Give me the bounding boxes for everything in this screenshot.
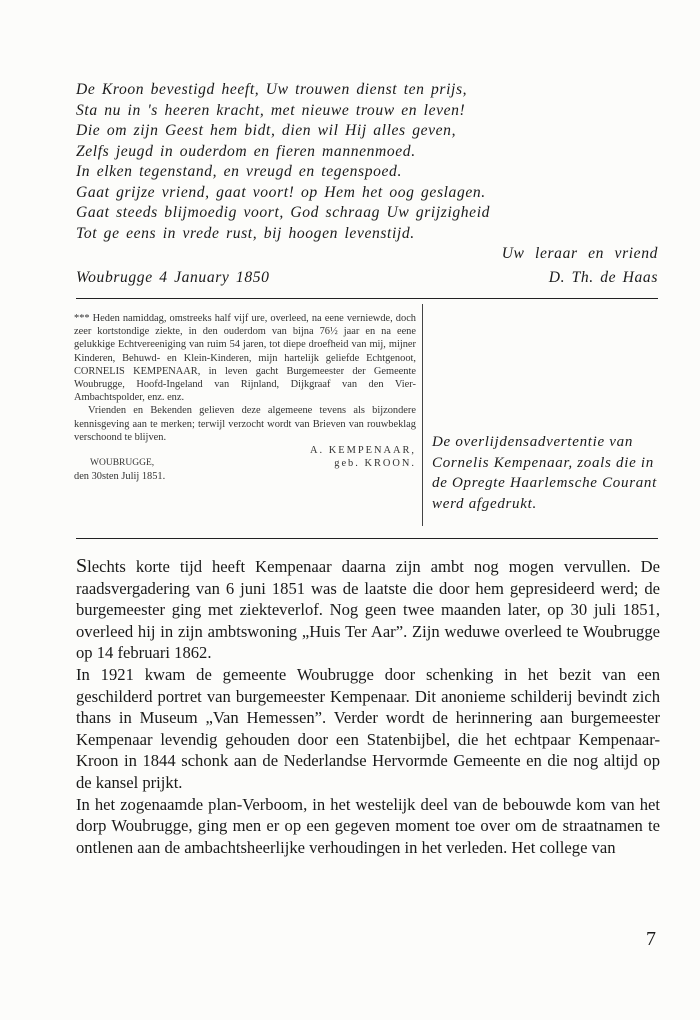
poem-closing-row — [76, 244, 658, 264]
column-divider — [422, 304, 423, 526]
poem-place-date: Woubrugge 4 January 1850 — [76, 269, 270, 286]
poem-signature-row — [76, 268, 658, 288]
poem-line: Gaat grijze vriend, gaat voort! op Hem het oog geslagen. — [76, 183, 486, 201]
poem-line: Tot ge eens in vrede rust, bij hoogen levenstijd. — [76, 224, 415, 242]
poem — [76, 80, 658, 288]
poem-line: Gaat steeds blijmoedig voort, God schraag Uw grijzigheid — [76, 204, 491, 221]
body-text — [76, 556, 660, 858]
bottom-divider — [76, 538, 658, 539]
poem-line: De Kroon bevestigd heeft, Uw trouwen dienst ten prijs, — [76, 81, 468, 98]
poem-line: Zelfs jeugd in ouderdom en fieren mannenmoed. — [76, 142, 416, 160]
death-notice-paragraph: Vrienden en Bekenden gelieven deze algemeene tevens als bijzondere kennisgeving aan te merken; terwijl verzocht wordt van Brieven van rouwbeklag verschoond te blijven. — [74, 405, 416, 443]
body-paragraph: In 1921 kwam de gemeente Woubrugge door schenking in het bezit van een geschilderd portret van burgemeester Kempenaar. Dit anonieme schilderij bevindt zich thans in Museum „Van Hemessen”. Verder wordt de herinnering aan burgemeester Kempenaar levendig gehouden door een Statenbijbel, die het echtpaar Kempenaar-Kroon in 1844 schonk aan de Nederlandse Hervormde Gemeente en die nog altijd op de kansel prijkt. — [76, 664, 660, 792]
death-notice-date: den 30sten Julij 1851. — [74, 471, 166, 483]
poem-line: Die om zijn Geest hem bidt, dien wil Hij alles geven, — [76, 122, 457, 139]
death-notice — [74, 312, 416, 484]
death-notice-signature-row — [74, 444, 416, 457]
death-notice-nee: geb. KROON. — [334, 458, 416, 470]
page-number: 7 — [646, 928, 656, 950]
body-paragraph: Slechts korte tijd heeft Kempenaar daarna zijn ambt nog mogen vervullen. De raadsvergadering van 6 juni 1851 was de laatste die door hem gepresideerd werd; de burgemeester ging met ziekteverlof. Nog geen twee maanden later, op 30 juli 1851, overleed hij in zijn ambtswoning „Huis Ter Aar”. Zijn weduwe overleed te Woubrugge op 14 februari 1862. — [76, 555, 660, 663]
poem-closing: Uw leraar en vriend — [501, 245, 658, 262]
death-notice-place-row — [74, 457, 416, 470]
death-notice-paragraph: *** Heden namiddag, omstreeks half vijf ure, overleed, na eene verniewde, doch zeer kortstondige ziekte, in den ouderdom van bijna 76½ jaar en na eene gelukkige Echtvereeniging van ruim 54 jaren, tot diepe droefheid van mij, mijner Kinderen, Behuwd- en Klein-Kinderen, mijn hartelijk geliefde Echtgenoot, CORNELIS KEMPENAAR, in leven gacht Burgemeester der Gemeente Woubrugge, Hoofd-Ingeland van Rijnland, Dijkgraaf van den Vier-Ambachtspolder, enz. enz. — [74, 313, 416, 404]
poem-line: In elken tegenstand, en vreugd en tegenspoed. — [76, 163, 402, 180]
poem-author: D. Th. de Haas — [548, 269, 658, 286]
image-caption: De overlijdensadvertentie van Cornelis Kempenaar, zoals die in de Opregte Haarlemsche Courant werd afgedrukt. — [432, 434, 657, 512]
body-paragraph: In het zogenaamde plan-Verboom, in het westelijk deel van de bebouwde kom van het dorp Woubrugge, ging men er op een gegeven moment toe over om de straatnamen te ontlenen aan de ambachtsheerlijke verhoudingen in het verleden. Het college van — [76, 794, 660, 857]
top-divider — [76, 298, 658, 299]
death-notice-place: WOUBRUGGE, — [90, 458, 155, 469]
death-notice-signature: A. KEMPENAAR, — [310, 445, 416, 457]
poem-line: Sta nu in 's heeren kracht, met nieuwe trouw en leven! — [76, 101, 466, 119]
